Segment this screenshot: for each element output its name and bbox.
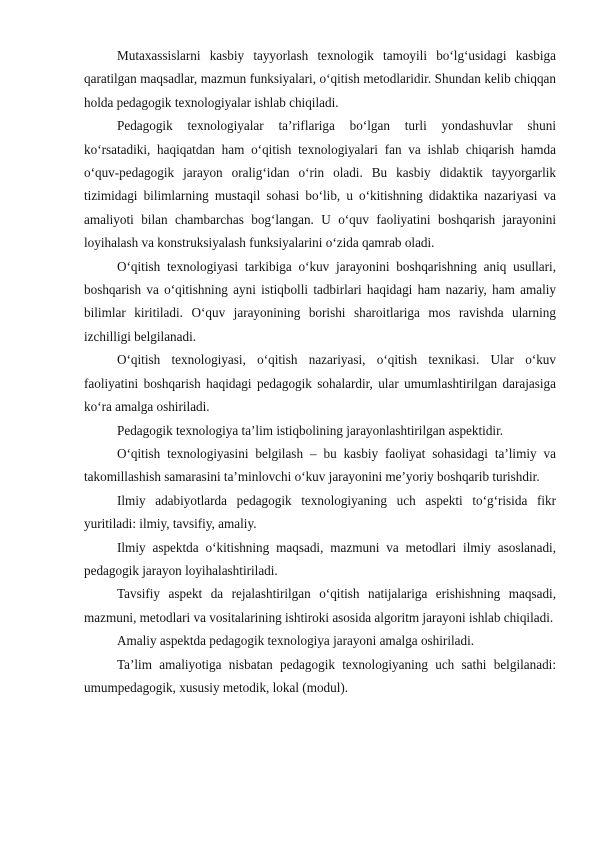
paragraph-11: Ta’lim amaliyotiga nisbatan pedagogik texnologiyaning uch sathi belgilanadi: umumpedagogik, xususiy metodik, lokal (modul). bbox=[84, 656, 556, 695]
paragraph-8: Ilmiy aspektda o‘kitishning maqsadi, mazmuni va metodlari ilmiy asoslanadi, pedagogik jarayon loyihalashtiriladi. bbox=[84, 539, 556, 578]
paragraph-5: Pedagogik texnologiya ta’lim istiqbolining jarayonlashtirilgan aspektidir. bbox=[117, 422, 504, 438]
paragraph-3: O‘qitish texnologiyasi tarkibiga o‘kuv jarayonini boshqarishning aniq usullari, boshqarish va o‘qitishning ayni istiqbolli tadbirlari haqidagi ham nazariy, ham amaliy bilimlar kiritiladi. O‘quv jarayonining borishi sharoitlariga mos ravishda ularning izchilligi belgilanadi. bbox=[84, 258, 556, 344]
paragraph-2: Pedagogik texnologiyalar ta’riflariga bo‘lgan turli yondashuvlar shuni ko‘rsatadiki, haqiqatdan ham o‘qitish texnologiyalari fan va ishlab chiqarish hamda o‘quv-pedagogik jarayon oralig‘idan o‘rin oladi. Bu kasbiy didaktik tayyorgarlik tizimidagi bilimlarning mustaqil sohasi bo‘lib, u o‘kitishning didaktika nazariyasi va amaliyoti bilan chambarchas bog‘langan. U o‘quv faoliyatini boshqarish jarayonini loyihalash va konstruksiyalash funksiyalarini o‘zida qamrab oladi. bbox=[84, 118, 556, 251]
document-page bbox=[84, 44, 556, 699]
paragraph-4: O‘qitish texnologiyasi, o‘qitish nazariyasi, o‘qitish texnikasi. Ular o‘kuv faoliyatini boshqarish haqidagi pedagogik sohalardir, ular umumlashtirilgan darajasiga ko‘ra amalga oshiriladi. bbox=[84, 352, 556, 415]
paragraph-6: O‘qitish texnologiyasini belgilash – bu kasbiy faoliyat sohasidagi ta’limiy va takomillashish samarasini ta’minlovchi o‘kuv jarayonini me’yoriy boshqarib turishdir. bbox=[84, 445, 556, 485]
paragraph-1: Mutaxassislarni kasbiy tayyorlash texnologik tamoyili bo‘lg‘usidagi kasbiga qaratilgan maqsadlar, mazmun funksiyalari, o‘qitish metodlaridir. Shundan kelib chiqqan holda pedagogik texnologiyalar ishlab chiqiladi. bbox=[84, 48, 556, 110]
paragraph-7: Ilmiy adabiyotlarda pedagogik texnologiyaning uch aspekti to‘g‘risida fikr yuritiladi: ilmiy, tavsifiy, amaliy. bbox=[84, 492, 556, 532]
paragraph-9: Tavsifiy aspekt da rejalashtirilgan o‘qitish natijalariga erishishning maqsadi, mazmuni, metodlari va vositalarining ishtiroki asosida algoritm jarayoni ishlab chiqiladi. bbox=[84, 586, 556, 625]
paragraph-10: Amaliy aspektda pedagogik texnologiya jarayoni amalga oshiriladi. bbox=[117, 633, 475, 649]
